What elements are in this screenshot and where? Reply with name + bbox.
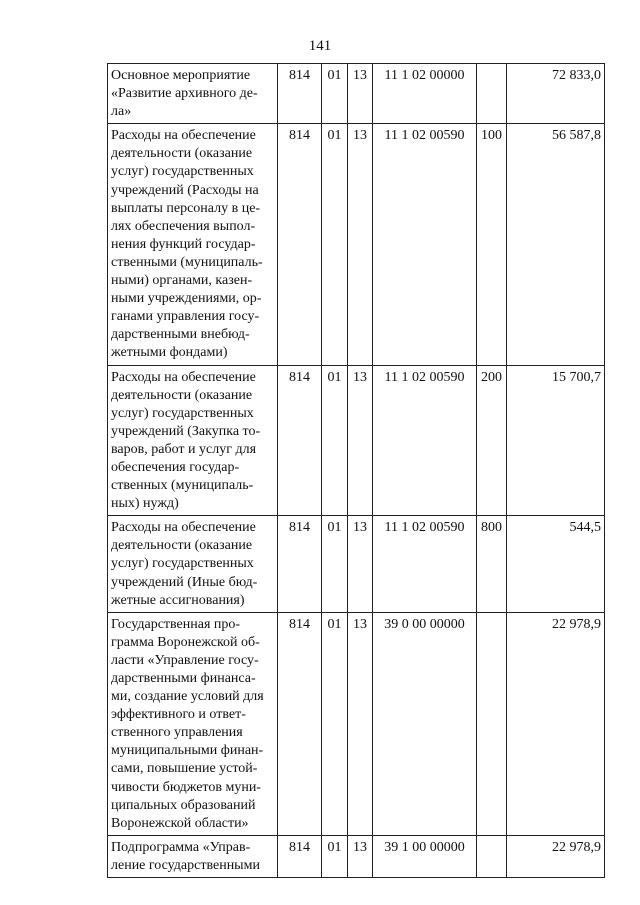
expense-name-line: ласти «Управление госу- bbox=[111, 652, 259, 668]
expense-name-line: ми, создание условий для bbox=[111, 689, 264, 705]
expense-name-line: Расходы на обеспечение bbox=[111, 128, 256, 144]
expense-type-cell bbox=[477, 835, 507, 877]
expense-name-line: услуг) государственных bbox=[111, 405, 254, 421]
budget-table bbox=[107, 63, 605, 878]
subsection-code-cell: 13 bbox=[348, 516, 373, 612]
expense-name-line: ципальных образований bbox=[111, 797, 256, 813]
table-body bbox=[108, 64, 605, 878]
expense-name-line: жетными фондами) bbox=[111, 345, 228, 361]
expense-name-line: ление государственными bbox=[111, 857, 260, 873]
page-number: 141 bbox=[308, 38, 332, 54]
section-code-cell: 01 bbox=[322, 64, 348, 124]
amount-cell: 15 700,7 bbox=[507, 365, 605, 516]
target-article-cell: 39 0 00 00000 bbox=[373, 612, 477, 835]
expense-name-line: учреждений (Расходы на bbox=[111, 182, 259, 198]
expense-name-line: Подпрограмма «Управ- bbox=[111, 839, 251, 855]
ministry-code-cell: 814 bbox=[278, 835, 322, 877]
expense-name-line: ными) органами, казен- bbox=[111, 273, 253, 289]
subsection-code-cell: 13 bbox=[348, 64, 373, 124]
table-row bbox=[108, 612, 605, 835]
amount-cell: 56 587,8 bbox=[507, 124, 605, 365]
target-article-cell: 11 1 02 00590 bbox=[373, 124, 477, 365]
expense-name-line: ственными (муниципаль- bbox=[111, 254, 263, 270]
expense-name-line: Воронежской области» bbox=[111, 815, 249, 831]
section-code-cell: 01 bbox=[322, 365, 348, 516]
table-row bbox=[108, 124, 605, 365]
expense-name-line: Расходы на обеспечение bbox=[111, 369, 256, 385]
subsection-code-cell: 13 bbox=[348, 365, 373, 516]
expense-name-line: чивости бюджетов муни- bbox=[111, 779, 261, 795]
expense-name-cell bbox=[108, 124, 278, 365]
expense-name-line: дарственными финанса- bbox=[111, 671, 256, 686]
expense-name-line: ла» bbox=[111, 104, 132, 120]
amount-cell: 544,5 bbox=[507, 516, 605, 612]
target-article-cell: 11 1 02 00590 bbox=[373, 516, 477, 612]
target-article-cell: 39 1 00 00000 bbox=[373, 835, 477, 877]
expense-name-line: ственного управления bbox=[111, 725, 243, 741]
expense-name-cell bbox=[108, 64, 278, 124]
expense-name-line: ственных (муниципаль- bbox=[111, 478, 254, 494]
expense-name-line: нения функций государ- bbox=[111, 236, 256, 252]
table-row bbox=[108, 64, 605, 124]
expense-name-line: муниципальными финан- bbox=[111, 743, 264, 759]
target-article-cell: 11 1 02 00590 bbox=[373, 365, 477, 516]
ministry-code-cell: 814 bbox=[278, 516, 322, 612]
section-code-cell: 01 bbox=[322, 612, 348, 835]
expense-name-line: эффективного и ответ- bbox=[111, 707, 246, 723]
ministry-code-cell: 814 bbox=[278, 124, 322, 365]
expense-name-cell bbox=[108, 516, 278, 612]
expense-type-cell: 100 bbox=[477, 124, 507, 365]
expense-name-line: «Развитие архивного де- bbox=[111, 86, 258, 102]
expense-name-line: выплаты персоналу в це- bbox=[111, 200, 261, 216]
expense-name-line: Государственная про- bbox=[111, 616, 241, 632]
expense-type-cell: 800 bbox=[477, 516, 507, 612]
expense-name-line: учреждений (Иные бюд- bbox=[111, 574, 258, 590]
expense-name-line: Расходы на обеспечение bbox=[111, 520, 256, 536]
section-code-cell: 01 bbox=[322, 124, 348, 365]
expense-name-cell bbox=[108, 835, 278, 877]
expense-type-cell bbox=[477, 64, 507, 124]
expense-name-line: деятельности (оказание bbox=[111, 146, 253, 162]
expense-name-line: грамма Воронежской об- bbox=[111, 634, 260, 650]
expense-name-line: дарственными внебюд- bbox=[111, 327, 250, 343]
expense-type-cell: 200 bbox=[477, 365, 507, 516]
amount-cell: 22 978,9 bbox=[507, 612, 605, 835]
table-row bbox=[108, 365, 605, 516]
ministry-code-cell: 814 bbox=[278, 365, 322, 516]
expense-name-line: учреждений (Закупка то- bbox=[111, 423, 261, 439]
expense-name-line: ными учреждениями, ор- bbox=[111, 291, 262, 307]
table-row bbox=[108, 516, 605, 612]
subsection-code-cell: 13 bbox=[348, 612, 373, 835]
amount-cell: 22 978,9 bbox=[507, 835, 605, 877]
expense-name-line: варов, работ и услуг для bbox=[111, 441, 257, 457]
section-code-cell: 01 bbox=[322, 835, 348, 877]
table-row bbox=[108, 835, 605, 877]
expense-type-cell bbox=[477, 612, 507, 835]
section-code-cell: 01 bbox=[322, 516, 348, 612]
expense-name-line: услуг) государственных bbox=[111, 164, 254, 180]
expense-name-line: ных) нужд) bbox=[111, 496, 179, 512]
ministry-code-cell: 814 bbox=[278, 64, 322, 124]
expense-name-cell bbox=[108, 365, 278, 516]
amount-cell: 72 833,0 bbox=[507, 64, 605, 124]
ministry-code-cell: 814 bbox=[278, 612, 322, 835]
expense-name-line: Основное мероприятие bbox=[111, 68, 251, 83]
target-article-cell: 11 1 02 00000 bbox=[373, 64, 477, 124]
expense-name-line: деятельности (оказание bbox=[111, 538, 253, 554]
expense-name-line: лях обеспечения выпол- bbox=[111, 218, 256, 234]
expense-name-line: услуг) государственных bbox=[111, 556, 254, 572]
subsection-code-cell: 13 bbox=[348, 835, 373, 877]
expense-name-line: сами, повышение устой- bbox=[111, 761, 258, 777]
expense-name-cell bbox=[108, 612, 278, 835]
expense-name-line: жетные ассигнования) bbox=[111, 592, 245, 608]
expense-name-line: обеспечения государ- bbox=[111, 459, 240, 475]
expense-name-line: деятельности (оказание bbox=[111, 387, 253, 403]
subsection-code-cell: 13 bbox=[348, 124, 373, 365]
expense-name-line: ганами управления госу- bbox=[111, 309, 260, 325]
